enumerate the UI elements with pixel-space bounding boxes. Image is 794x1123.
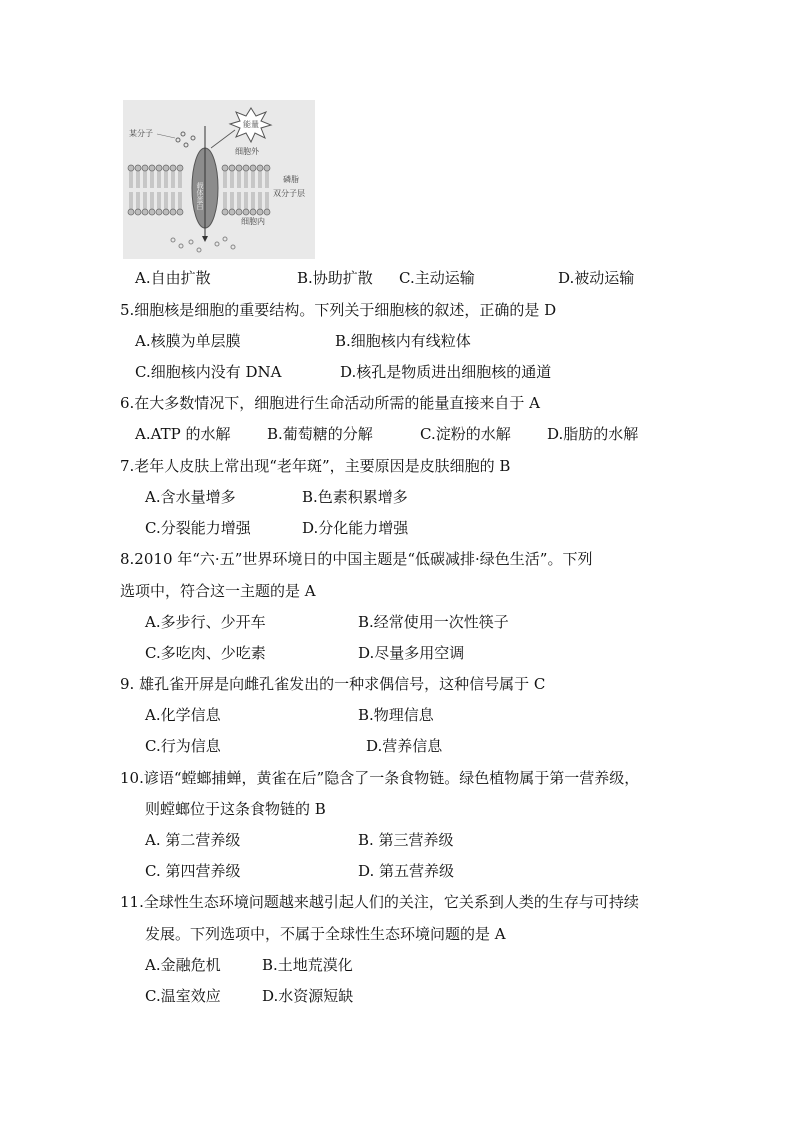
q10-option-a: A. 第二营养级	[145, 831, 241, 849]
outside-label: 细胞外	[235, 147, 259, 156]
q4-option-d: D.被动运输	[558, 269, 635, 287]
q9-option-d: D.营养信息	[366, 737, 443, 755]
q11-option-d: D.水资源短缺	[262, 987, 354, 1005]
q11-stem-line2: 发展。下列选项中，不属于全球性生态环境问题的是 A	[145, 925, 506, 943]
phospholipid-head	[163, 165, 169, 171]
phospholipid-head	[264, 165, 270, 171]
q8-stem-line2: 选项中，符合这一主题的是 A	[120, 582, 316, 600]
molecules-outside	[176, 132, 195, 147]
q6-option-c: C.淀粉的水解	[420, 425, 511, 443]
q11-stem-line1: 11.全球性生态环境问题越来越引起人们的关注，它关系到人类的生存与可持续	[120, 893, 639, 911]
arrow-head-icon	[202, 236, 208, 242]
phospholipid-head	[156, 209, 162, 215]
phospholipid-head	[250, 209, 256, 215]
carrier-label: 载体蛋白	[196, 182, 204, 210]
phospholipid-head	[128, 209, 134, 215]
q7-option-a: A.含水量增多	[145, 488, 236, 506]
membrane-diagram	[123, 100, 315, 259]
phospholipid-head	[229, 165, 235, 171]
q10-stem-line2: 则螳螂位于这条食物链的 B	[145, 800, 326, 818]
phospholipid-head	[257, 165, 263, 171]
phospholipid-head	[243, 165, 249, 171]
molecules-inside	[171, 237, 235, 252]
phospholipid-head	[250, 165, 256, 171]
phospholipid-head	[264, 209, 270, 215]
q4-option-b: B.协助扩散	[297, 269, 373, 287]
phospholipid-head	[149, 209, 155, 215]
q5-option-a: A.核膜为单层膜	[135, 332, 241, 350]
q8-stem-line1: 8.2010 年“六·五”世界环境日的中国主题是“低碳减排·绿色生活”。下列	[120, 550, 593, 568]
q5-option-c: C.细胞核内没有 DNA	[135, 363, 282, 381]
q8-option-c: C.多吃肉、少吃素	[145, 644, 266, 662]
q4-option-c: C.主动运输	[399, 269, 475, 287]
q7-option-c: C.分裂能力增强	[145, 519, 251, 537]
q5-stem: 5.细胞核是细胞的重要结构。下列关于细胞核的叙述，正确的是 D	[120, 301, 557, 319]
phospholipid-head	[142, 209, 148, 215]
q6-stem: 6.在大多数情况下，细胞进行生命活动所需的能量直接来自于 A	[120, 394, 540, 412]
q6-option-a: A.ATP 的水解	[135, 425, 231, 443]
phospholipid-head	[236, 165, 242, 171]
phospholipid-head	[149, 165, 155, 171]
phospholipid-head	[163, 209, 169, 215]
q6-option-d: D.脂肪的水解	[547, 425, 639, 443]
q7-stem: 7.老年人皮肤上常出现“老年斑”，主要原因是皮肤细胞的 B	[120, 457, 511, 475]
phospholipid-head	[177, 209, 183, 215]
phospholipid-head	[222, 165, 228, 171]
q10-option-d: D. 第五营养级	[358, 862, 455, 880]
bilayer-label-2: 双分子层	[273, 189, 305, 198]
q9-option-c: C.行为信息	[145, 737, 221, 755]
phospholipid-head	[236, 209, 242, 215]
phospholipid-head	[222, 209, 228, 215]
phospholipid-head	[177, 165, 183, 171]
q11-option-a: A.金融危机	[145, 956, 221, 974]
phospholipid-head	[156, 165, 162, 171]
molecule-label: 某分子	[129, 129, 153, 138]
phospholipid-head	[135, 209, 141, 215]
q10-option-c: C. 第四营养级	[145, 862, 241, 880]
membrane-transport-figure	[123, 100, 315, 259]
bilayer-label-1: 磷脂	[283, 175, 299, 184]
energy-pointer	[211, 130, 235, 148]
q5-option-b: B.细胞核内有线粒体	[335, 332, 471, 350]
q7-option-b: B.色素积累增多	[302, 488, 408, 506]
phospholipid-head	[135, 165, 141, 171]
phospholipid-head	[142, 165, 148, 171]
q5-option-d: D.核孔是物质进出细胞核的通道	[340, 363, 552, 381]
phospholipid-head	[229, 209, 235, 215]
phospholipid-head	[170, 165, 176, 171]
q9-stem: 9. 雄孔雀开屏是向雌孔雀发出的一种求偶信号，这种信号属于 C	[120, 675, 546, 693]
q8-option-d: D.尽量多用空调	[358, 644, 465, 662]
energy-label: 能量	[243, 120, 259, 129]
phospholipid-head	[257, 209, 263, 215]
q9-option-a: A.化学信息	[145, 706, 221, 724]
phospholipid-head	[128, 165, 134, 171]
phospholipid-head	[170, 209, 176, 215]
q10-stem-line1: 10.谚语“螳螂捕蝉，黄雀在后”隐含了一条食物链。绿色植物属于第一营养级，	[120, 769, 640, 787]
q11-option-b: B.土地荒漠化	[262, 956, 353, 974]
phospholipid-head	[243, 209, 249, 215]
q7-option-d: D.分化能力增强	[302, 519, 409, 537]
inside-label: 细胞内	[241, 217, 265, 226]
q10-option-b: B. 第三营养级	[358, 831, 454, 849]
q8-option-a: A.多步行、少开车	[145, 613, 266, 631]
q8-option-b: B.经常使用一次性筷子	[358, 613, 509, 631]
q11-option-c: C.温室效应	[145, 987, 221, 1005]
q4-option-a: A.自由扩散	[135, 269, 211, 287]
q6-option-b: B.葡萄糖的分解	[267, 425, 373, 443]
q9-option-b: B.物理信息	[358, 706, 434, 724]
